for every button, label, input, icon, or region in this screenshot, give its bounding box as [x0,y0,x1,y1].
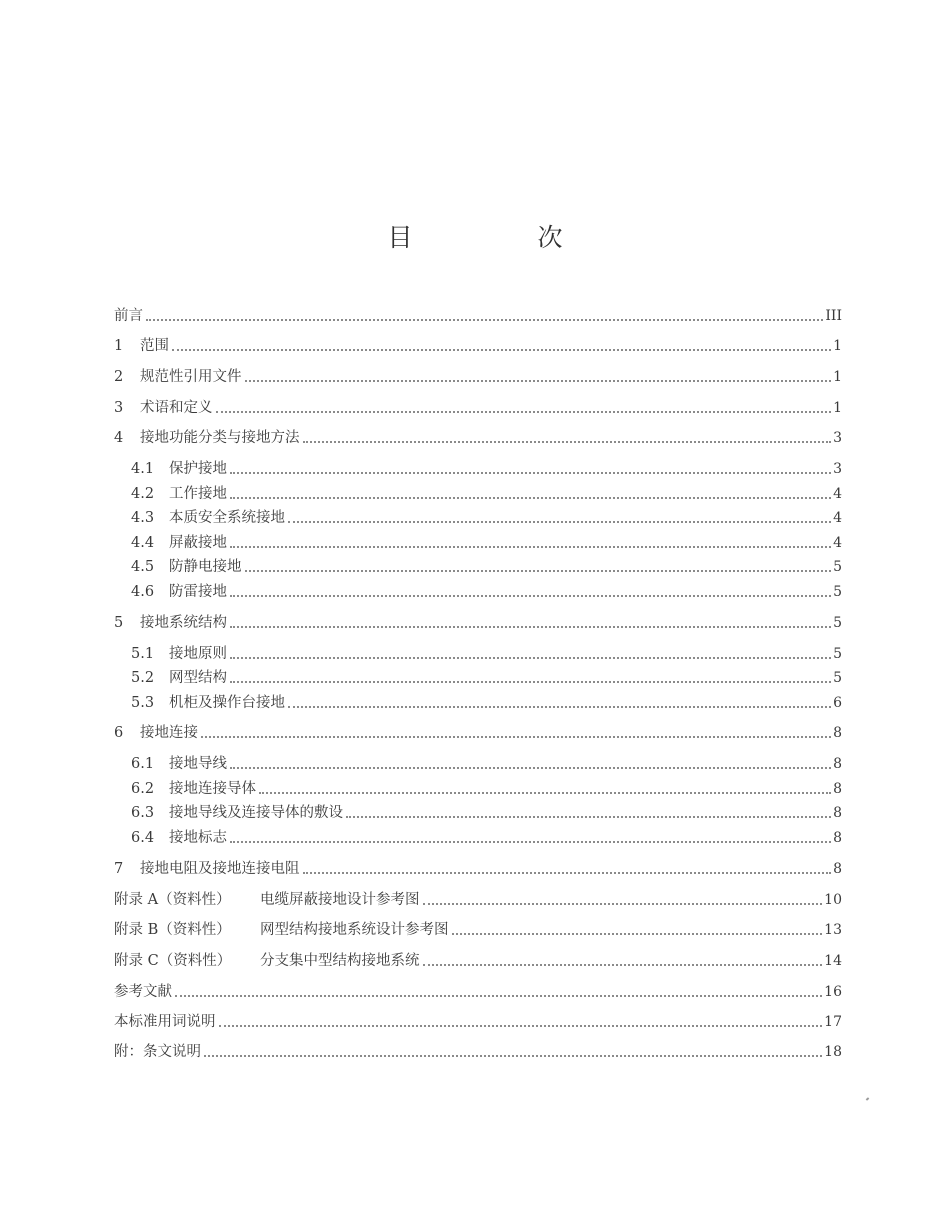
toc-entry-foreword[interactable] [114,302,842,326]
toc-entry-3[interactable] [114,394,842,418]
toc-entry-page: 1 [833,369,842,385]
toc-entry-label: 保护接地 [169,461,227,477]
toc-entry-number: 附录 B（资料性） [114,922,231,938]
toc-entry-label: 前言 [114,308,143,324]
toc-entry-number: 6.4 [131,830,155,846]
toc-entry-6-3[interactable] [131,799,842,823]
toc-leader-dots [423,964,823,966]
toc-leader-dots [288,706,831,708]
toc-entry-label: 网型结构 [169,670,227,686]
toc-entry-number: 4.2 [131,486,155,502]
toc-entry-4-1[interactable] [131,455,842,479]
toc-entry-label: 接地系统结构 [140,615,227,631]
toc-entry-label: 本标准用词说明 [114,1014,216,1030]
toc-entry-page: 10 [824,892,842,908]
toc-entry-7[interactable] [114,855,842,879]
toc-entry-page: 14 [824,953,842,969]
toc-entry-page: 8 [833,830,842,846]
toc-entry-number: 6 [114,725,124,741]
toc-entry-label: 接地导线及连接导体的敷设 [169,805,343,821]
toc-entry-2[interactable] [114,363,842,387]
toc-entry-5-2[interactable] [131,664,842,688]
toc-entry-label: 接地连接导体 [169,781,256,797]
toc-leader-dots [452,933,823,935]
page-title: 目 次 [387,223,613,252]
toc-entry-number: 4.4 [131,535,155,551]
scan-speck [866,1097,870,1100]
toc-entry-page: 8 [833,805,842,821]
toc-entry-page: 5 [833,646,842,662]
toc-entry-clause-explanation[interactable] [114,1038,842,1062]
toc-entry-label: 本质安全系统接地 [169,510,285,526]
toc-entry-number: 7 [114,861,124,877]
toc-entry-page: 8 [833,756,842,772]
toc-entry-page: 4 [833,486,842,502]
toc-entry-4[interactable] [114,424,842,448]
toc-entry-6-2[interactable] [131,775,842,799]
toc-entry-4-2[interactable] [131,480,842,504]
toc-entry-number: 5.2 [131,670,155,686]
toc-entry-page: 5 [833,584,842,600]
toc-leader-dots [423,903,823,905]
toc-entry-label: 接地原则 [169,646,227,662]
toc-entry-page: 13 [824,922,842,938]
toc-leader-dots [204,1055,822,1057]
toc-entry-page: 5 [833,559,842,575]
toc-entry-number: 4.1 [131,461,155,477]
toc-entry-label: 分支集中型结构接地系统 [260,953,420,969]
toc-entry-page: 3 [833,430,842,446]
toc-entry-label: 机柜及操作台接地 [169,695,285,711]
toc-entry-4-5[interactable] [131,553,842,577]
toc-entry-6-4[interactable] [131,824,842,848]
toc-entry-page: 5 [833,670,842,686]
toc-entry-page: 4 [833,535,842,551]
toc-leader-dots [245,570,832,572]
toc-entry-label: 接地电阻及接地连接电阻 [140,861,300,877]
toc-entry-page: 4 [833,510,842,526]
toc-entry-1[interactable] [114,332,842,356]
toc-entry-number: 6.2 [131,781,155,797]
toc-entry-6-1[interactable] [131,750,842,774]
toc-entry-number: 5.3 [131,695,155,711]
toc-entry-4-3[interactable] [131,504,842,528]
toc-entry-5-3[interactable] [131,689,842,713]
toc-entry-page: 5 [833,615,842,631]
toc-entry-label: 防雷接地 [169,584,227,600]
toc-entry-label: 接地功能分类与接地方法 [140,430,300,446]
toc-leader-dots [216,411,832,413]
toc-leader-dots [288,521,831,523]
toc-leader-dots [230,595,831,597]
toc-entry-label: 接地导线 [169,756,227,772]
toc-leader-dots [230,681,831,683]
toc-entry-page: 16 [824,984,842,1000]
toc-leader-dots [230,626,831,628]
toc-entry-label: 防静电接地 [169,559,242,575]
toc-entry-number: 6.1 [131,756,155,772]
toc-leader-dots [146,319,823,321]
toc-entry-label: 工作接地 [169,486,227,502]
toc-entry-label: 范围 [140,338,169,354]
toc-entry-appendix-b[interactable] [114,916,842,940]
toc-entry-4-4[interactable] [131,529,842,553]
toc-entry-label: 网型结构接地系统设计参考图 [260,922,449,938]
toc-entry-number: 6.3 [131,805,155,821]
toc-entry-6[interactable] [114,719,842,743]
toc-entry-number: 附录 C（资料性） [114,953,232,969]
toc-leader-dots [201,736,831,738]
toc-leader-dots [172,349,831,351]
toc-entry-page: 1 [833,338,842,354]
toc-entry-5[interactable] [114,609,842,633]
toc-leader-dots [346,816,831,818]
toc-leader-dots [230,497,831,499]
toc-leader-dots [230,841,831,843]
toc-leader-dots [303,441,832,443]
toc-entry-number: 4.3 [131,510,155,526]
toc-entry-number: 4.5 [131,559,155,575]
toc-entry-number: 3 [114,400,124,416]
toc-entry-page: 8 [833,861,842,877]
toc-entry-label: 接地连接 [140,725,198,741]
toc-entry-number: 2 [114,369,124,385]
toc-entry-appendix-c[interactable] [114,947,842,971]
toc-entry-number: 4.6 [131,584,155,600]
toc-leader-dots [219,1025,823,1027]
toc-entry-page: 18 [824,1044,842,1060]
toc-leader-dots [259,792,831,794]
toc-entry-number: 附录 A（资料性） [114,892,231,908]
toc-entry-label: 参考文献 [114,984,172,1000]
toc-leader-dots [230,657,831,659]
toc-entry-references[interactable] [114,978,842,1002]
toc-entry-page: 6 [833,695,842,711]
toc-leader-dots [245,380,832,382]
toc-entry-page: III [825,308,842,324]
toc-entry-label: 接地标志 [169,830,227,846]
toc-entry-5-1[interactable] [131,640,842,664]
toc-entry-label: 电缆屏蔽接地设计参考图 [260,892,420,908]
toc-entry-label: 附：条文说明 [114,1044,201,1060]
toc-leader-dots [303,872,832,874]
toc-entry-page: 1 [833,400,842,416]
toc-entry-number: 5 [114,615,124,631]
toc-leader-dots [230,767,831,769]
toc-entry-number: 1 [114,338,124,354]
toc-entry-label: 术语和定义 [140,400,213,416]
toc-entry-number: 4 [114,430,124,446]
toc-entry-page: 8 [833,781,842,797]
toc-entry-4-6[interactable] [131,578,842,602]
toc-leader-dots [230,546,831,548]
toc-entry-label: 规范性引用文件 [140,369,242,385]
toc-entry-number: 5.1 [131,646,155,662]
toc-leader-dots [175,995,822,997]
toc-entry-page: 3 [833,461,842,477]
toc-entry-page: 17 [824,1014,842,1030]
toc-leader-dots [230,472,831,474]
toc-entry-appendix-a[interactable] [114,886,842,910]
toc-entry-label: 屏蔽接地 [169,535,227,551]
toc-entry-page: 8 [833,725,842,741]
toc-entry-wording-explanation[interactable] [114,1008,842,1032]
